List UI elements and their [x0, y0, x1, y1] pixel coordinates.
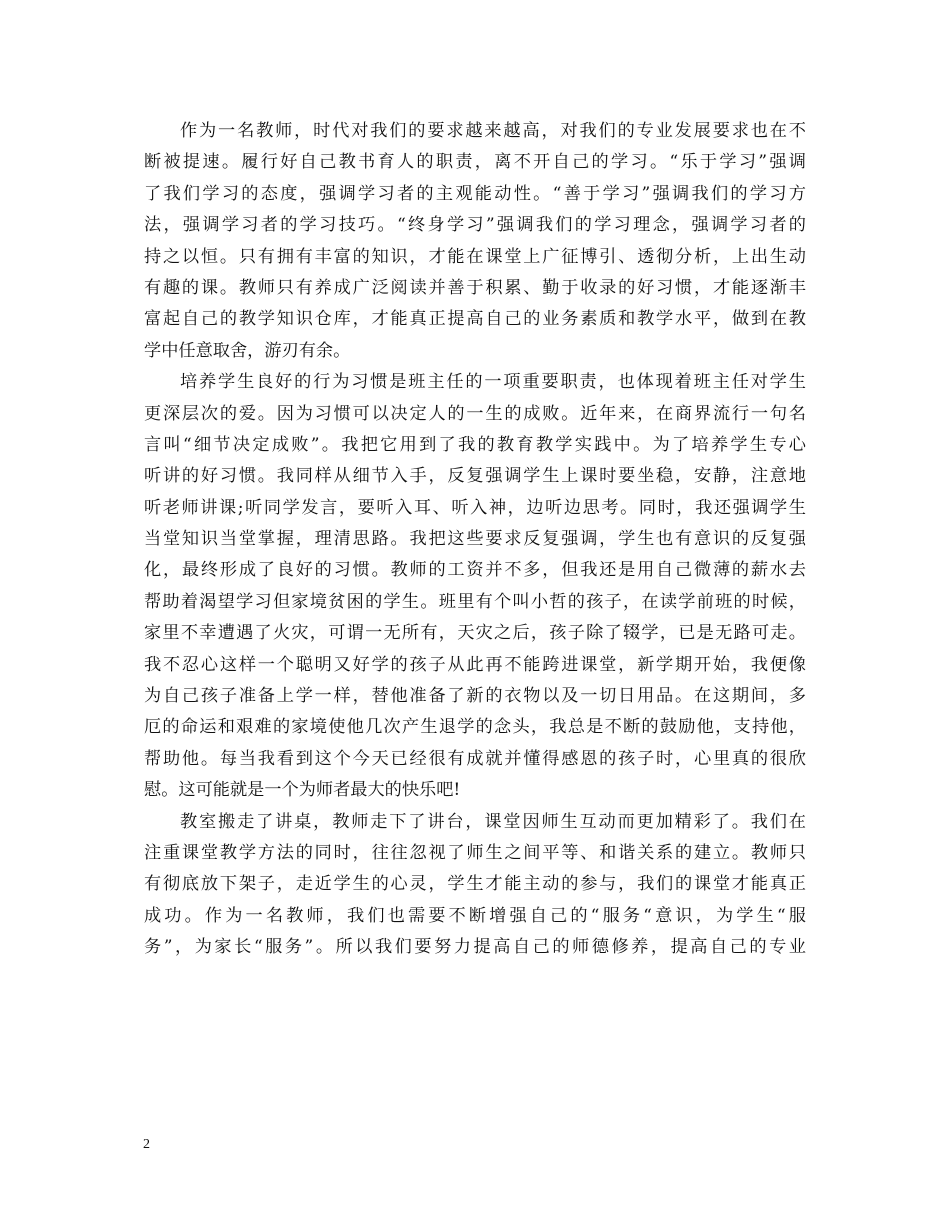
- paragraph-line: 帮助他。每当我看到这个今天已经很有成就并懂得感恩的孩子时，心里真的很欣: [144, 748, 806, 769]
- paragraph-line: 慰。这可能就是一个为师者最大的快乐吧!: [144, 780, 461, 801]
- body-text: [144, 116, 806, 964]
- paragraph-line: 家里不幸遭遇了火灾，可谓一无所有，天灾之后，孩子除了辍学，已是无路可走。: [144, 623, 806, 644]
- paragraph-line: 更深层次的爱。因为习惯可以决定人的一生的成败。近年来，在商界流行一句名: [144, 403, 806, 424]
- paragraph-line: 了我们学习的态度，强调学习者的主观能动性。“善于学习”强调我们的学习方: [144, 183, 806, 204]
- paragraph-line: 务”，为家长“服务”。所以我们要努力提高自己的师德修养，提高自己的专业: [144, 937, 806, 958]
- paragraph-line: 言叫“细节决定成败”。我把它用到了我的教育教学实践中。为了培养学生专心: [144, 434, 806, 455]
- paragraph-line: 断被提速。履行好自己教书育人的职责，离不开自己的学习。“乐于学习”强调: [144, 152, 806, 173]
- paragraph-line: 学中任意取舍，游刃有余。: [144, 340, 351, 361]
- paragraph-line: 听讲的好习惯。我同样从细节入手，反复强调学生上课时要坐稳，安静，注意地: [144, 466, 806, 487]
- paragraph-line: 成功。作为一名教师，我们也需要不断增强自己的“服务“意识，为学生“服: [144, 905, 806, 926]
- paragraph-line: 法，强调学习者的学习技巧。“终身学习”强调我们的学习理念，强调学习者的: [144, 215, 806, 236]
- paragraph-line: 持之以恒。只有拥有丰富的知识，才能在课堂上广征博引、透彻分析，上出生动: [144, 246, 806, 267]
- paragraph-line: 化，最终形成了良好的习惯。教师的工资并不多，但我还是用自己微薄的薪水去: [144, 560, 806, 581]
- paragraph-line: 当堂知识当堂掌握，理清思路。我把这些要求反复强调，学生也有意识的反复强: [144, 529, 806, 550]
- paragraph-line: 富起自己的教学知识仓库，才能真正提高自己的业务素质和教学水平，做到在教: [144, 309, 806, 330]
- paragraph-line: 帮助着渴望学习但家境贫困的学生。班里有个叫小哲的孩子，在读学前班的时候，: [144, 591, 806, 612]
- paragraph-2: [144, 367, 806, 806]
- paragraph-3: [144, 807, 806, 964]
- paragraph-line: 有彻底放下架子，走近学生的心灵，学生才能主动的参与，我们的课堂才能真正: [144, 874, 806, 895]
- paragraph-1: [144, 116, 806, 367]
- paragraph-line: 听老师讲课;听同学发言，要听入耳、听入神，边听边思考。同时，我还强调学生: [144, 497, 806, 518]
- paragraph-line: 为自己孩子准备上学一样，替他准备了新的衣物以及一切日用品。在这期间，多: [144, 686, 806, 707]
- paragraph-line: 教室搬走了讲桌，教师走下了讲台，课堂因师生互动而更加精彩了。我们在: [180, 811, 806, 832]
- paragraph-line: 注重课堂教学方法的同时，往往忽视了师生之间平等、和谐关系的建立。教师只: [144, 842, 806, 863]
- paragraph-line: 厄的命运和艰难的家境使他几次产生退学的念头，我总是不断的鼓励他，支持他，: [144, 717, 806, 738]
- page-number: 2: [143, 1137, 150, 1152]
- paragraph-line: 培养学生良好的行为习惯是班主任的一项重要职责，也体现着班主任对学生: [180, 372, 806, 393]
- paragraph-line: 我不忍心这样一个聪明又好学的孩子从此再不能跨进课堂，新学期开始，我便像: [144, 654, 806, 675]
- paragraph-line: 有趣的课。教师只有养成广泛阅读并善于积累、勤于收录的好习惯，才能逐渐丰: [144, 277, 806, 298]
- paragraph-line: 作为一名教师，时代对我们的要求越来越高，对我们的专业发展要求也在不: [180, 121, 806, 141]
